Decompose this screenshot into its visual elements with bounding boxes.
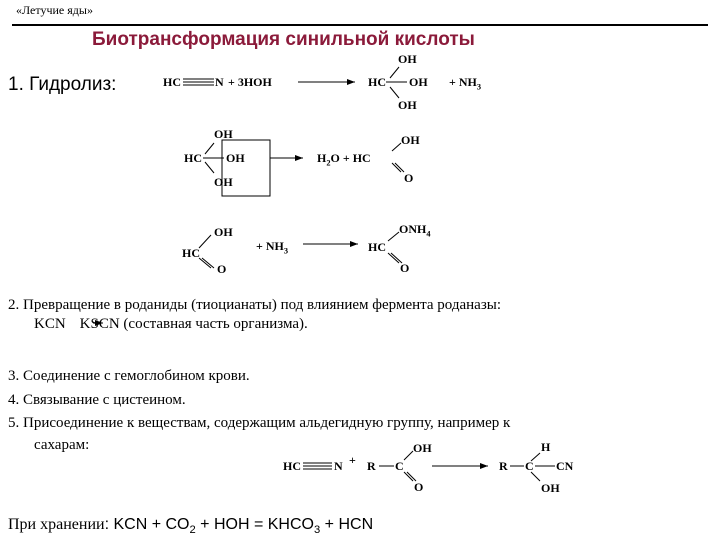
r3-oh: OH — [214, 225, 233, 239]
section5-line2: сахарам: — [34, 437, 90, 453]
r1-prod-hc: HC — [368, 75, 386, 89]
r2-product: $H_2O$ + HC — [317, 151, 371, 168]
r3-o: O — [217, 262, 227, 276]
r1-prod-oh-right: OH — [409, 75, 428, 89]
r3-prod-hc: HC — [368, 240, 386, 254]
r4-hc: HC — [283, 459, 301, 473]
header-topic: «Летучие яды» — [16, 3, 93, 17]
r4-oh: OH — [413, 441, 432, 455]
r3-hc: HC — [182, 246, 200, 260]
r3-prod-o: O — [400, 261, 410, 275]
r4-prod-h: H — [541, 440, 551, 454]
r2-hc: HC — [184, 151, 202, 165]
section3-text: 3. Соединение с гемоглобином крови. — [8, 368, 250, 384]
r1-prod-oh-top: OH — [398, 52, 417, 66]
r4-c: C — [395, 459, 404, 473]
section5-line1: 5. Присоединение к веществам, содержащим альдегидную группу, например к — [8, 415, 511, 431]
r3-plus-nh3: + $NH_3$ — [256, 239, 289, 256]
r4-r: R — [367, 459, 376, 473]
r1-reagent: + 3HOH — [228, 75, 272, 89]
r2-oh-bottom: OH — [214, 175, 233, 189]
r4-prod-cn: CN — [556, 459, 574, 473]
r2-oh-right: OH — [226, 151, 245, 165]
section1-heading: 1. Гидролиз: — [8, 74, 117, 95]
r2-oh-top: OH — [214, 127, 233, 141]
r2-prod-oh: OH — [401, 133, 420, 147]
r4-n: N — [334, 459, 343, 473]
r4-plus: + — [349, 453, 356, 467]
r4-prod-c: C — [525, 459, 534, 473]
r1-hc: HC — [163, 75, 181, 89]
r4-prod-oh: OH — [541, 481, 560, 495]
r4-o: O — [414, 480, 424, 494]
r3-prod-onh4: $ONH_4$ — [399, 222, 431, 239]
section4-text: 4. Связывание с цистеином. — [8, 392, 186, 408]
r1-n: N — [215, 75, 224, 89]
section2-line1: 2. Превращение в роданиды (тиоцианаты) под влиянием фермента роданазы: — [8, 297, 501, 313]
r4-prod-r: R — [499, 459, 508, 473]
r1-prod-oh-bottom: OH — [398, 98, 417, 112]
r1-prod-nh3: + $NH_3$ — [449, 75, 482, 92]
r2-prod-o: O — [404, 171, 414, 185]
section2-line2: KCN KSCN (составная часть организма). — [34, 316, 308, 332]
page-title: Биотрансформация синильной кислоты — [92, 29, 475, 50]
storage-equation: При хранении: KCN + $CO_2$ + HOH = $KHCO_3$ + HCN — [8, 516, 374, 537]
